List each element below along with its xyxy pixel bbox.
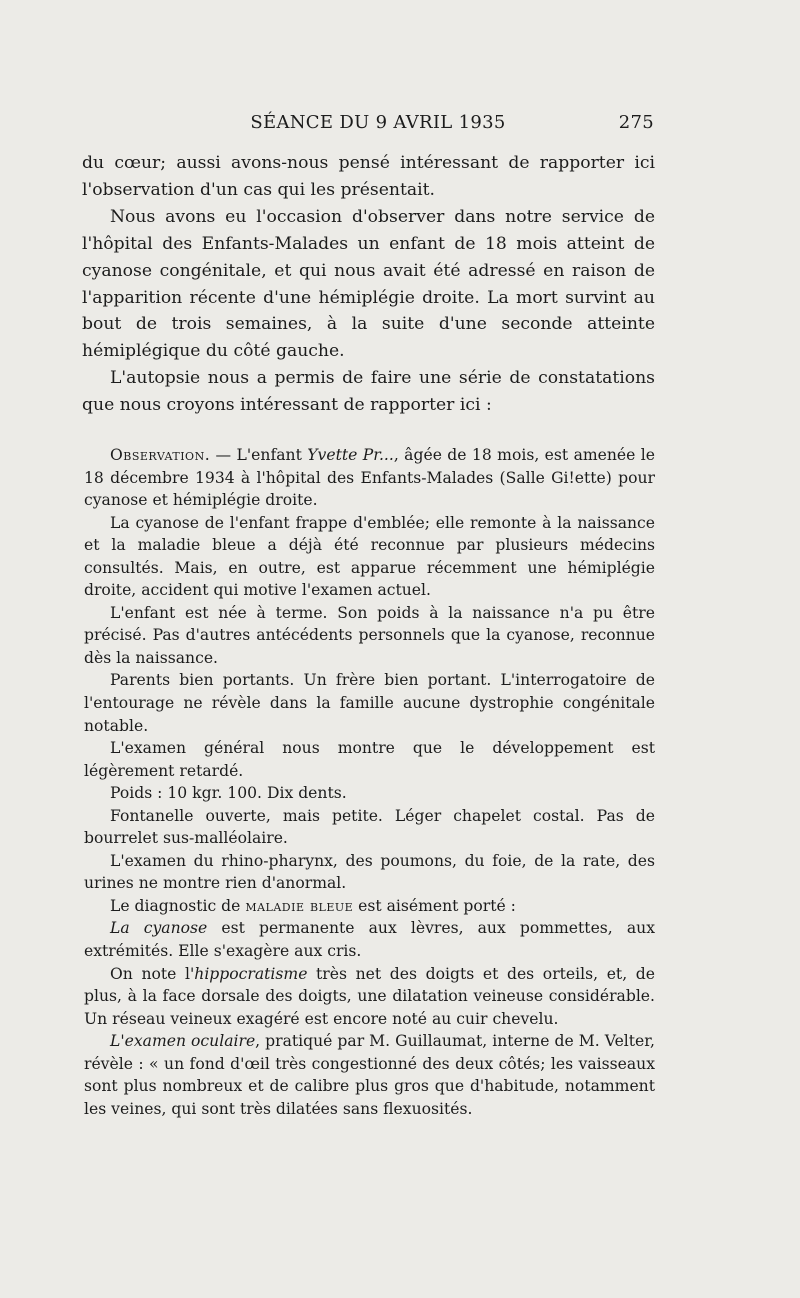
observation-paragraph: L'examen du rhino-pharynx, des poumons, du foie, de la rate, des urines ne montre rien d'anormal. (84, 851, 655, 893)
observation-text: , âgée de 18 mois, est amenée le 18 décembre 1934 à l'hôpital des Enfants-Malades (Salle Gi!ette) pour cyanose et hémiplégie droite. (84, 446, 655, 510)
observation-paragraph: L'enfant est née à terme. Son poids à la naissance n'a pu être précisé. Pas d'autres antécédents personnels que la cyanose, reconnue dès la naissance. (84, 603, 655, 667)
diagnosis-term: maladie bleue (245, 896, 354, 915)
observation-paragraph (84, 963, 655, 1031)
observation-text: — L'enfant (210, 446, 308, 464)
observation-paragraph (84, 917, 655, 962)
page-header (82, 112, 654, 142)
observation-text: On note l' (110, 964, 195, 983)
observation-paragraph: L'examen général nous montre que le développement est légèrement retardé. (84, 739, 655, 780)
observation-text: très net des doigts et des orteils, et, de plus, à la face dorsale des doigts, une dilatation veineuse considérable. Un réseau veineux exagéré est encore noté au cuir chevelu. (84, 964, 655, 1028)
italic-term: La cyanose (110, 919, 208, 938)
observation-paragraph (84, 1030, 655, 1120)
page-number: 275 (618, 112, 654, 133)
italic-term: L'examen oculaire (110, 1032, 256, 1051)
observation-text: Le diagnostic de (110, 896, 246, 915)
observation-paragraph: La cyanose de l'enfant frappe d'emblée; elle remonte à la naissance et la maladie bleue a déjà été reconnue par plusieurs médecins consultés. Mais, en outre, est apparue récemment une hémiplégie droite, accident qui motive l'examen actuel. (84, 513, 655, 600)
intro-paragraph: L'autopsie nous a permis de faire une série de constatations que nous croyons intéressant de rapporter ici : (82, 368, 655, 416)
patient-name: Yvette Pr... (307, 446, 394, 464)
observation-paragraph: Poids : 10 kgr. 100. Dix dents. (110, 784, 347, 803)
intro-paragraph: Nous avons eu l'occasion d'observer dans notre service de l'hôpital des Enfants-Malades un enfant de 18 mois atteint de cyanose congénitale, et qui nous avait été adressé en raison de l'apparition récente d'une hémiplégie droite. La mort survint au bout de trois semaines, à la suite d'une seconde atteinte hémiplégique du côté gauche. (82, 206, 655, 362)
italic-term: hippocratisme (194, 964, 308, 983)
intro-text (82, 150, 655, 419)
observation-text: est permanente aux lèvres, aux pommettes, aux extrémités. Elle s'exagère aux cris. (84, 919, 655, 961)
observation-paragraph: Fontanelle ouverte, mais petite. Léger chapelet costal. Pas de bourrelet sus-malléolaire. (84, 806, 655, 848)
intro-paragraph: du cœur; aussi avons-nous pensé intéressant de rapporter ici l'observation d'un cas qui les présentait. (82, 153, 655, 200)
observation-section (84, 444, 655, 1120)
observation-text: est aisément porté : (353, 896, 516, 915)
observation-paragraph (84, 895, 655, 918)
observation-label: Observation. (110, 446, 211, 464)
observation-paragraph (84, 444, 655, 512)
running-title: SÉANCE DU 9 AVRIL 1935 (250, 112, 506, 133)
observation-paragraph: Parents bien portants. Un frère bien portant. L'interrogatoire de l'entourage ne révèle dans la famille aucune dystrophie congénitale notable. (84, 671, 655, 735)
observation-text: , pratiqué par M. Guillaumat, interne de M. Velter, révèle : « un fond d'œil très congestionné des deux côtés; les vaisseaux sont plus nombreux et de calibre plus gros que d'habitude, notamment les veines, qui sont très dilatées sans flexuosités. (84, 1032, 655, 1118)
